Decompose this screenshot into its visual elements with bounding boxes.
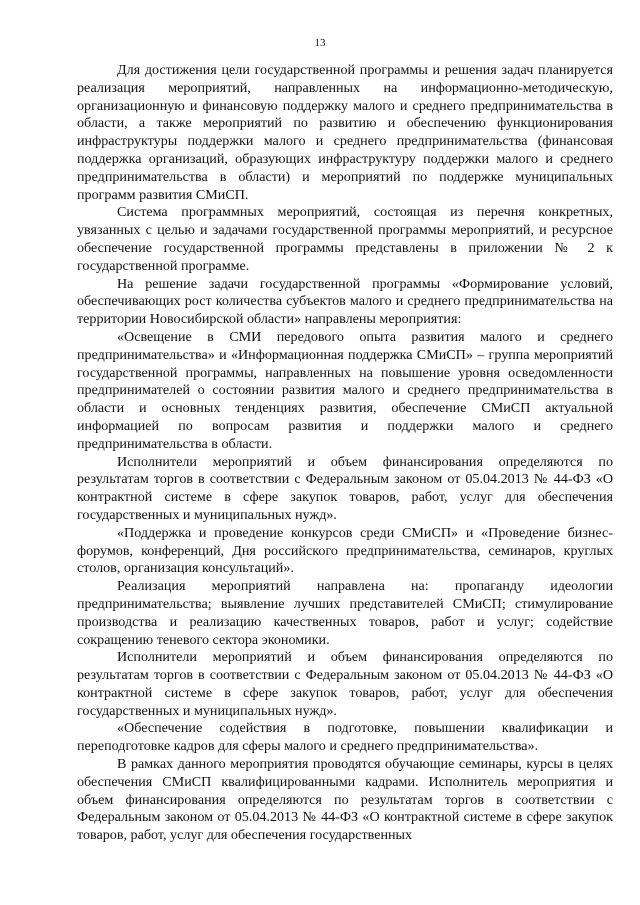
paragraph-task-measures: На решение задачи государственной программы «Формирование условий, обеспечивающих рост количества субъектов малого и среднего предпринимательства на территории Новосибирской области» направлены мероприятия: xyxy=(77,275,613,328)
paragraph-executors-1: Исполнители мероприятий и объем финансирования определяются по результатам торгов в соответствии с Федеральным законом от 05.04.2013 № 44-ФЗ «О контрактной системе в сфере закупок товаров, работ, услуг для обеспечения государственных и муниципальных нужд». xyxy=(77,453,613,523)
paragraph-executors-2: Исполнители мероприятий и объем финансирования определяются по результатам торгов в соответствии с Федеральным законом от 05.04.2013 № 44-ФЗ «О контрактной системе в сфере закупок товаров, работ, услуг для обеспечения государственных и муниципальных нужд». xyxy=(77,649,613,719)
paragraph-training: «Обеспечение содействия в подготовке, повышении квалификации и переподготовке кадров для сферы малого и среднего предпринимательства». xyxy=(77,720,613,755)
paragraph-goal-activities: Для достижения цели государственной программы и решения задач планируется реализация мероприятий, направленных на информационно-методическую, организационную и финансовую поддержку малого и среднего предпринимательства в области, а также мероприятий по развитию и обеспечению функционирования инфраструктуры поддержки малого и среднего предпринимательства (финансовая поддержка организаций, образующих инфраструктуру поддержки малого и среднего предпринимательства в области) и мероприятий по поддержке муниципальных программ развития СМиСП. xyxy=(77,62,613,203)
paragraph-implementation: Реализация мероприятий направлена на: пропаганду идеологии предпринимательства; выявление лучших представителей СМиСП; стимулирование производства и реализацию качественных товаров, работ и услуг; содействие сокращению теневого сектора экономики. xyxy=(77,578,613,648)
paragraph-contests-forums: «Поддержка и проведение конкурсов среди СМиСП» и «Проведение бизнес-форумов, конференций, Дня российского предпринимательства, семинаров, круглых столов, организация консультаций». xyxy=(77,524,613,577)
paragraph-program-system: Система программных мероприятий, состоящая из перечня конкретных, увязанных с целью и задачами государственной программы мероприятий, и ресурсное обеспечение государственной программы представлены в приложении № 2 к государственной программе. xyxy=(77,204,613,274)
page-number: 13 xyxy=(314,37,326,49)
paragraph-seminars: В рамках данного мероприятия проводятся обучающие семинары, курсы в целях обеспечения СМиСП квалифицированными кадрами. Исполнитель мероприятия и объем финансирования определяются по результатам торгов в соответствии с Федеральным законом от 05.04.2013 № 44-ФЗ «О контрактной системе в сфере закупок товаров, работ, услуг для обеспечения государственных xyxy=(77,756,613,844)
document-body xyxy=(77,62,613,845)
paragraph-media-support: «Освещение в СМИ передового опыта развития малого и среднего предпринимательства» и «Информационная поддержка СМиСП» – группа мероприятий государственной программы, направленных на повышение уровня осведомленности предпринимателей о состоянии развития малого и среднего предпринимательства в области и основных тенденциях развития, обеспечение СМиСП актуальной информацией по вопросам развития и поддержки малого и среднего предпринимательства в области. xyxy=(77,328,613,452)
